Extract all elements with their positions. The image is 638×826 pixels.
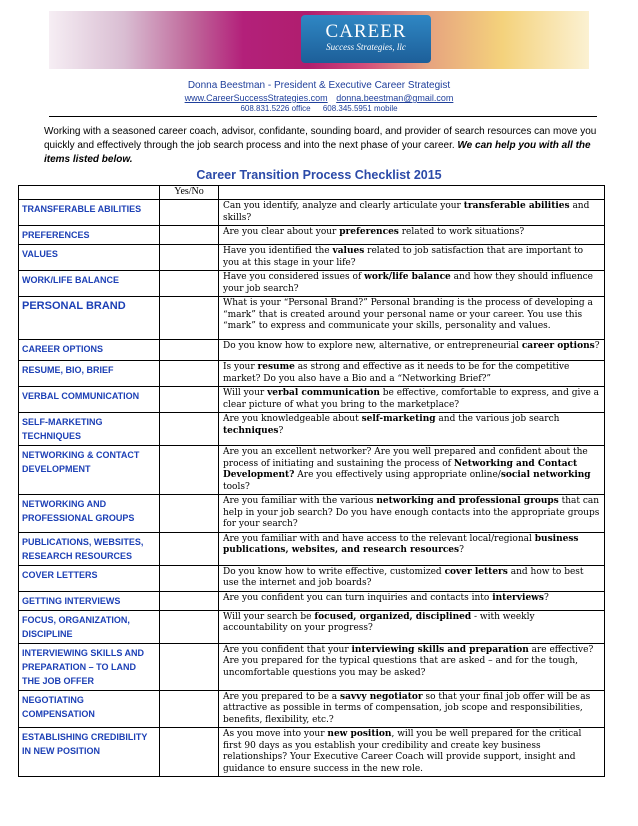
question-keyword: interviews bbox=[492, 592, 544, 603]
author-name-title: Donna Beestman - President & Executive Career Strategist bbox=[187, 80, 451, 91]
checklist-row bbox=[19, 361, 605, 387]
question-keyword: new position bbox=[327, 729, 392, 739]
question-segment: and how they should influence your job search? bbox=[223, 272, 593, 294]
question-segment: and the various job search bbox=[435, 414, 560, 424]
question-text bbox=[219, 297, 605, 340]
category-label: NEGOTIATING COMPENSATION bbox=[19, 690, 160, 728]
yes-no-cell[interactable] bbox=[160, 591, 219, 610]
question-text bbox=[219, 226, 605, 245]
yes-no-cell[interactable] bbox=[160, 297, 219, 340]
question-text bbox=[219, 413, 605, 446]
intro-text: Working with a seasoned career coach, advisor, confidante, sounding board, and provider of search resources can move you quickly and effectively through the job search process and into the next phase of your career. bbox=[44, 126, 597, 151]
question-segment: , will you be well prepared for the critical first 90 days as you establish your credibility and create key business relationships? Your Executive Career Coach will provide support, insight and guidance to ensure success in the new role. bbox=[223, 729, 582, 774]
yes-no-cell[interactable] bbox=[160, 413, 219, 446]
table-header-row bbox=[19, 186, 605, 200]
question-keyword: verbal communication bbox=[267, 388, 380, 398]
question-segment: Do you know how to write effective, customized bbox=[223, 566, 445, 577]
category-label: VALUES bbox=[19, 245, 160, 271]
question-text bbox=[219, 690, 605, 728]
yes-no-cell[interactable] bbox=[160, 643, 219, 690]
question-segment: - with weekly accountability on your progress? bbox=[223, 611, 535, 633]
phone-mobile: 608.345.5951 mobile bbox=[322, 104, 398, 113]
question-keyword: techniques bbox=[223, 425, 279, 436]
category-label: SELF-MARKETING TECHNIQUES bbox=[19, 413, 160, 446]
question-segment: Is your bbox=[223, 362, 258, 372]
yes-no-cell[interactable] bbox=[160, 610, 219, 643]
question-segment: ? bbox=[594, 341, 600, 351]
question-segment: Will your bbox=[223, 388, 268, 398]
checklist-row bbox=[19, 532, 605, 565]
question-keyword: savvy negotiator bbox=[340, 691, 423, 702]
question-text bbox=[219, 532, 605, 565]
yes-no-cell[interactable] bbox=[160, 532, 219, 565]
question-text bbox=[219, 361, 605, 387]
checklist-row bbox=[19, 413, 605, 446]
question-keyword: social networking bbox=[500, 470, 591, 480]
question-segment: and skills? bbox=[223, 201, 590, 223]
question-segment: Are you confident you can turn inquiries and contacts into bbox=[223, 592, 493, 603]
question-segment: Are you confident that your bbox=[223, 644, 352, 655]
question-text bbox=[219, 495, 605, 533]
contact-links bbox=[0, 93, 638, 103]
checklist-row bbox=[19, 200, 605, 226]
question-segment: As you move into your bbox=[223, 729, 328, 739]
question-keyword: networking and professional groups bbox=[376, 496, 559, 506]
checklist-row bbox=[19, 446, 605, 495]
header-divider bbox=[49, 116, 597, 117]
question-text bbox=[219, 200, 605, 226]
category-label: WORK/LIFE BALANCE bbox=[19, 271, 160, 297]
category-label: FOCUS, ORGANIZATION, DISCIPLINE bbox=[19, 610, 160, 643]
category-label: TRANSFERABLE ABILITIES bbox=[19, 200, 160, 226]
question-segment: Have you considered issues of bbox=[223, 272, 365, 282]
question-keyword: self-marketing bbox=[361, 414, 436, 424]
category-header bbox=[19, 186, 160, 200]
intro-bold-text: We can help you with all the items listed below. bbox=[44, 140, 591, 165]
category-label: INTERVIEWING SKILLS AND PREPARATION – TO LAND THE JOB OFFER bbox=[19, 643, 160, 690]
question-text bbox=[219, 591, 605, 610]
yes-no-cell[interactable] bbox=[160, 728, 219, 777]
question-segment: be effective, comfortable to express, and give a clear picture of what you bring to the marketplace? bbox=[223, 388, 599, 410]
yes-no-cell[interactable] bbox=[160, 226, 219, 245]
question-text bbox=[219, 387, 605, 413]
question-segment: Will your search be bbox=[223, 611, 315, 622]
checklist-row bbox=[19, 728, 605, 777]
yes-no-cell[interactable] bbox=[160, 271, 219, 297]
checklist-row bbox=[19, 495, 605, 533]
question-keyword: focused, organized, disciplined bbox=[314, 611, 472, 622]
question-keyword: work/life balance bbox=[364, 272, 451, 282]
yes-no-cell[interactable] bbox=[160, 361, 219, 387]
question-segment: related to job satisfaction that are important to you at this stage in your life? bbox=[223, 246, 584, 268]
question-segment: so that your final job offer will be as attractive as possible in terms of compensation, job scope and responsibilities, benefits, flexibility, etc.? bbox=[223, 691, 591, 725]
category-label: VERBAL COMMUNICATION bbox=[19, 387, 160, 413]
yes-no-cell[interactable] bbox=[160, 495, 219, 533]
question-segment: ? bbox=[543, 592, 549, 603]
question-text bbox=[219, 728, 605, 777]
checklist-row bbox=[19, 643, 605, 690]
question-keyword: values bbox=[332, 246, 365, 256]
question-keyword: resume bbox=[257, 362, 295, 372]
question-segment: as strong and effective as it needs to be for the competitive market? Do you also have a Bio and a “Networking Brief?” bbox=[223, 362, 570, 384]
checklist-row bbox=[19, 297, 605, 340]
question-header bbox=[219, 186, 605, 200]
career-success-logo bbox=[301, 15, 431, 63]
checklist-row bbox=[19, 271, 605, 297]
category-label: PERSONAL BRAND bbox=[19, 297, 160, 340]
question-segment: related to work situations? bbox=[398, 227, 525, 237]
checklist-row bbox=[19, 226, 605, 245]
question-segment: and how to best use the internet and job boards? bbox=[223, 566, 584, 588]
yes-no-cell[interactable] bbox=[160, 446, 219, 495]
question-segment: ? bbox=[459, 545, 464, 555]
question-text bbox=[219, 340, 605, 361]
intro-paragraph bbox=[44, 125, 600, 167]
category-label: NETWORKING & CONTACT DEVELOPMENT bbox=[19, 446, 160, 495]
question-keyword: Networking and Contact Development? bbox=[223, 458, 578, 480]
category-label: CAREER OPTIONS bbox=[19, 340, 160, 361]
logo-wordmark: CAREER bbox=[325, 21, 407, 42]
question-segment: Are you familiar with and have access to the relevant local/regional bbox=[223, 533, 535, 544]
question-segment: ? bbox=[278, 425, 284, 436]
checklist-row bbox=[19, 387, 605, 413]
question-keyword: transferable abilities bbox=[463, 201, 570, 211]
checklist-row bbox=[19, 565, 605, 591]
checklist-table bbox=[18, 185, 605, 777]
question-segment: tools? bbox=[223, 481, 250, 492]
category-label: RESUME, BIO, BRIEF bbox=[19, 361, 160, 387]
question-text bbox=[219, 643, 605, 690]
phone-numbers bbox=[0, 104, 638, 113]
yes-no-cell[interactable] bbox=[160, 565, 219, 591]
website-link[interactable]: www.CareerSuccessStrategies.com bbox=[184, 93, 328, 103]
yes-no-cell[interactable] bbox=[160, 245, 219, 271]
checklist-row bbox=[19, 690, 605, 728]
phone-office: 608.831.5226 office bbox=[240, 104, 311, 113]
question-segment: Are you prepared to be a bbox=[223, 691, 340, 702]
question-segment: Can you identify, analyze and clearly articulate your bbox=[223, 201, 464, 211]
question-keyword: business publications, websites, and research resources bbox=[223, 533, 579, 555]
question-segment: Are you familiar with the various bbox=[223, 496, 377, 506]
header-banner bbox=[49, 11, 589, 69]
question-text bbox=[219, 245, 605, 271]
email-link[interactable]: donna.beestman@gmail.com bbox=[336, 93, 454, 103]
category-label: PREFERENCES bbox=[19, 226, 160, 245]
question-text bbox=[219, 446, 605, 495]
yes-no-header: Yes/No bbox=[160, 186, 219, 200]
question-keyword: preferences bbox=[339, 227, 399, 237]
question-keyword: interviewing skills and preparation bbox=[351, 644, 529, 655]
question-segment: branding is the process of developing a “mark” that is created around your personal name or your career. You use this “mark” to express and communicate your skills, personality and values. bbox=[223, 298, 593, 331]
question-segment: Do you know how to explore new, alternative, or entrepreneurial bbox=[223, 341, 522, 351]
question-segment: are effective? Are you prepared for the typical questions that are asked – and for the tough, uncomfortable questions you may be asked? bbox=[223, 644, 594, 678]
category-label: PUBLICATIONS, WEBSITES, RESEARCH RESOURCES bbox=[19, 532, 160, 565]
yes-no-cell[interactable] bbox=[160, 200, 219, 226]
question-text bbox=[219, 610, 605, 643]
question-segment: Have you identified the bbox=[223, 246, 333, 256]
category-label: ESTABLISHING CREDIBILITY IN NEW POSITION bbox=[19, 728, 160, 777]
category-label: COVER LETTERS bbox=[19, 565, 160, 591]
question-text bbox=[219, 565, 605, 591]
yes-no-cell[interactable] bbox=[160, 387, 219, 413]
checklist-row bbox=[19, 340, 605, 361]
category-label: GETTING INTERVIEWS bbox=[19, 591, 160, 610]
question-segment: Are you knowledgeable about bbox=[223, 414, 362, 424]
question-text bbox=[219, 271, 605, 297]
yes-no-cell[interactable] bbox=[160, 340, 219, 361]
logo-tagline: Success Strategies, llc bbox=[326, 42, 406, 52]
question-segment: Are you an excellent networker? Are you well prepared and confident about the process of initiating and sustaining the process of bbox=[223, 447, 588, 469]
checklist-title: Career Transition Process Checklist 2015 bbox=[196, 168, 442, 182]
question-segment: Are you effectively using appropriate online/ bbox=[294, 470, 501, 480]
checklist-row bbox=[19, 245, 605, 271]
category-label: NETWORKING AND PROFESSIONAL GROUPS bbox=[19, 495, 160, 533]
yes-no-cell[interactable] bbox=[160, 690, 219, 728]
checklist-row bbox=[19, 591, 605, 610]
question-segment: Are you clear about your bbox=[223, 227, 340, 237]
question-segment: that can help in your job search? Do you have enough contacts into the appropriate groups for your search? bbox=[223, 496, 600, 529]
question-segment: What is your “Personal Brand?” Personal bbox=[223, 298, 411, 308]
question-keyword: cover letters bbox=[444, 566, 508, 577]
checklist-row bbox=[19, 610, 605, 643]
question-keyword: career options bbox=[521, 341, 595, 351]
